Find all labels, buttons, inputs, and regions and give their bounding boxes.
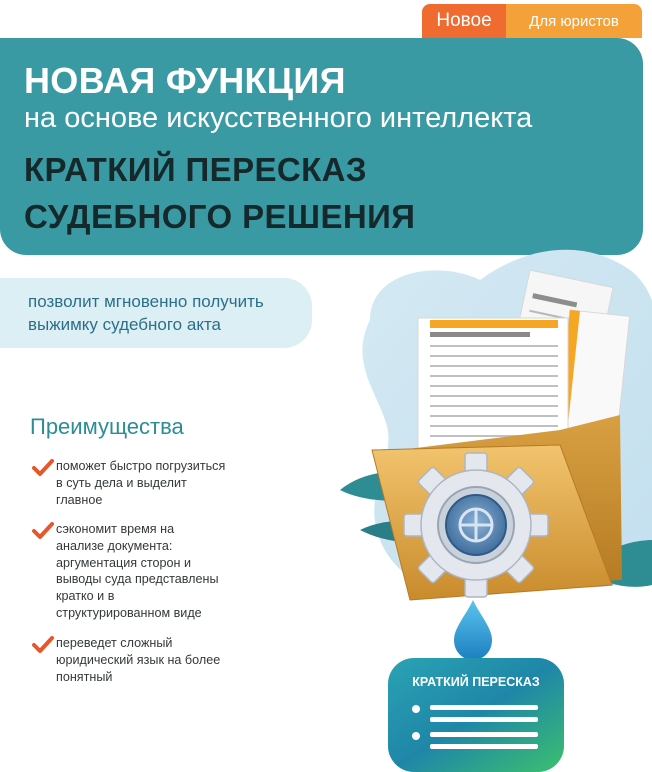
folder-illustration bbox=[330, 240, 652, 772]
advantage-text-line: аргументация сторон и bbox=[56, 555, 191, 570]
advantage-text-line: выводы суда представлены bbox=[56, 572, 219, 587]
summary-card-title: КРАТКИЙ ПЕРЕСКАЗ bbox=[412, 675, 540, 689]
banner-heading: НОВАЯ ФУНКЦИЯ bbox=[24, 60, 346, 101]
tag-new: Новое bbox=[422, 4, 506, 38]
banner-feature-title-1: КРАТКИЙ ПЕРЕСКАЗ bbox=[24, 151, 367, 188]
gear-icon bbox=[404, 453, 548, 597]
advantage-text-line: структурированном виде bbox=[56, 605, 202, 620]
checkmark-icon bbox=[32, 521, 54, 541]
drop-icon bbox=[454, 600, 492, 660]
advantage-text-line: юридический язык на более bbox=[56, 652, 221, 667]
banner-feature-title-2: СУДЕБНОГО РЕШЕНИЯ bbox=[24, 198, 416, 235]
hero-banner bbox=[0, 38, 643, 255]
subtitle-line-2: выжимку судебного акта bbox=[28, 315, 221, 334]
tag-for-lawyers: Для юристов bbox=[506, 4, 642, 38]
advantages-title: Преимущества bbox=[30, 414, 184, 439]
advantage-text-line: поможет быстро погрузиться bbox=[56, 459, 226, 473]
advantage-text-line: понятный bbox=[56, 669, 113, 684]
subtitle-line-1: позволит мгновенно получить bbox=[28, 292, 264, 311]
advantage-text-line: переведет сложный bbox=[56, 636, 173, 650]
checkmark-icon bbox=[32, 458, 54, 478]
checkmark-icon bbox=[32, 635, 54, 655]
advantage-text-line: главное bbox=[56, 492, 103, 507]
advantage-text-line: анализе документа: bbox=[56, 538, 173, 553]
advantage-text-line: кратко и в bbox=[56, 589, 115, 604]
banner-subheading: на основе искусственного интеллекта bbox=[24, 102, 533, 134]
advantage-text-line: в суть дела и выделит bbox=[56, 475, 187, 490]
advantage-text-line: сэкономит время на bbox=[56, 522, 175, 536]
subtitle-pill bbox=[0, 278, 312, 348]
